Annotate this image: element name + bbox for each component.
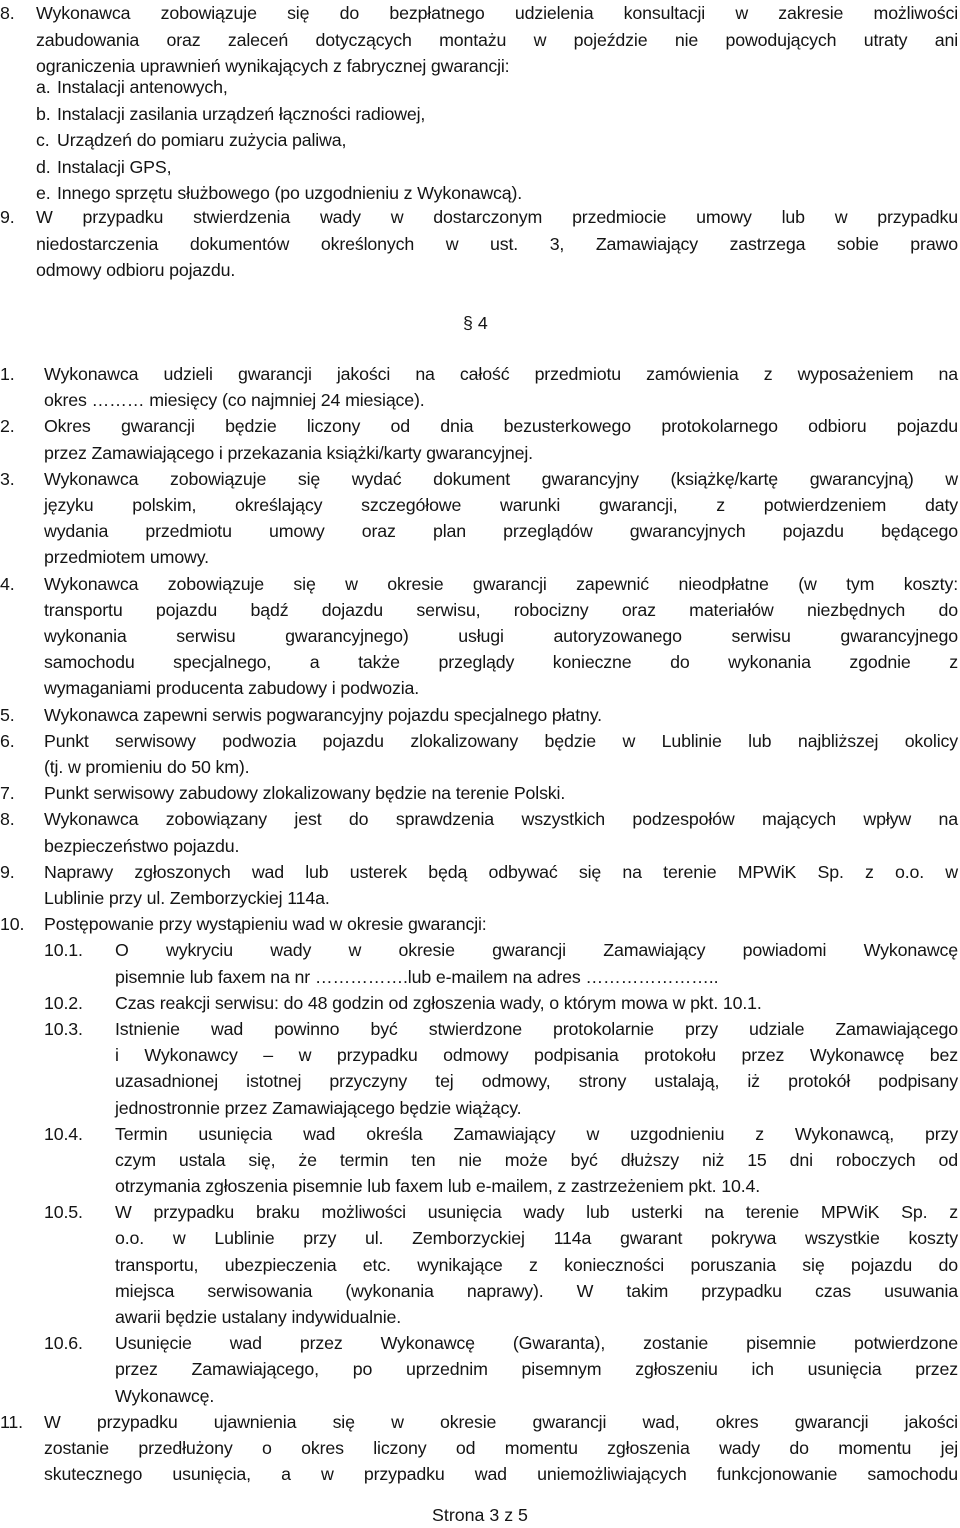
item-text-line: niedostarczenia dokumentów określonych w ust. 3, Zamawiający zastrzega sobie prawo xyxy=(36,233,958,254)
sublist-item xyxy=(36,74,936,101)
list-item xyxy=(0,806,958,858)
item-text-line: skutecznego usunięcia, a w przypadku wad uniemożliwiających funkcjonowanie samochodu xyxy=(44,1464,958,1485)
list-item xyxy=(0,571,958,702)
list-item xyxy=(0,728,958,780)
item-text-line: Lublinie przy ul. Zemborzyckiej 114a. xyxy=(44,887,330,908)
item-number: 2. xyxy=(0,416,15,437)
sub-item-text-line: otrzymania zgłoszenia pisemnie lub faxem lub e-mailem, z zastrzeżeniem pkt. 10.4. xyxy=(115,1176,761,1197)
sublist-text: Urządzeń do pomiaru zużycia paliwa, xyxy=(57,130,347,151)
sub-item-number: 10.2. xyxy=(44,992,83,1013)
item-text-line: W przypadku ujawnienia się w okresie gwarancji wad, okres gwarancji jakości xyxy=(44,1411,958,1432)
sub-item-text-line: Wykonawcę. xyxy=(115,1385,215,1406)
sub-item-number: 10.5. xyxy=(44,1202,83,1223)
item-number: 6. xyxy=(0,730,15,751)
item-text-line: Wykonawca zobowiązuje się do bezpłatnego udzielenia konsultacji w zakresie możliwości xyxy=(36,3,958,23)
item-text-line: Wykonawca zapewni serwis pogwarancyjny pojazdu specjalnego płatny. xyxy=(44,704,602,725)
item-text-line: ograniczenia uprawnień wynikających z fabrycznej gwarancji: xyxy=(36,56,510,76)
item-text-line: wymaganiami producenta zabudowy i podwozia. xyxy=(44,678,420,699)
item-number: 11. xyxy=(0,1411,23,1432)
list-item xyxy=(0,911,958,937)
sublist-item xyxy=(36,180,936,207)
item-text-line: W przypadku stwierdzenia wady w dostarczonym przedmiocie umowy lub w przypadku xyxy=(36,207,958,227)
sublist-text: Instalacji GPS, xyxy=(57,156,172,177)
item-text-line: przedmiotem umowy. xyxy=(44,547,209,568)
item-text-line: Punkt serwisowy zabudowy zlokalizowany będzie na terenie Polski. xyxy=(44,783,566,804)
item-number: 10. xyxy=(0,914,25,935)
list-item xyxy=(0,413,958,465)
sub-list-item xyxy=(0,1199,958,1330)
item-text-line: Naprawy zgłoszonych wad lub usterek będą odbywać się na terenie MPWiK Sp. z o.o. w xyxy=(44,861,958,882)
sub-item-text-line: Czas reakcji serwisu: do 48 godzin od zgłoszenia wady, o którym mowa w pkt. 10.1. xyxy=(115,992,762,1013)
item-number: 1. xyxy=(0,364,15,384)
list-item xyxy=(0,780,958,806)
sub-item-text-line: transportu, ubezpieczenia etc. wynikające z konieczności poruszania się pojazdu do xyxy=(115,1254,958,1275)
sublist xyxy=(36,74,936,207)
list-item xyxy=(0,204,958,284)
sub-item-text-line: pisemnie lub faxem na nr …………….lub e-mailem na adres ………………….. xyxy=(115,966,719,987)
sub-item-text-line: czym ustala się, że termin ten nie może być dłuższy niż 15 dni roboczych od xyxy=(115,1149,958,1170)
sub-numbered-list xyxy=(0,937,958,1409)
item-text-line: Wykonawca udzieli gwarancji jakości na całość przedmiotu zamówienia z wyposażeniem na xyxy=(44,364,958,384)
sub-item-number: 10.1. xyxy=(44,940,83,961)
item-number: 4. xyxy=(0,573,15,594)
list-item xyxy=(0,702,958,728)
sublist-text: Instalacji antenowych, xyxy=(57,77,228,97)
sublist-item xyxy=(36,101,936,128)
item-text-line: transportu pojazdu bądź dojazdu serwisu, robocizny oraz materiałów niezbędnych do xyxy=(44,599,958,620)
item-text-line: Okres gwarancji będzie liczony od dnia bezusterkowego protokolarnego odbioru pojazdu xyxy=(44,416,958,437)
sublist-letter: d. xyxy=(36,156,51,177)
sub-item-text-line: jednostronnie przez Zamawiającego będzie wiążący. xyxy=(115,1097,522,1118)
list-item xyxy=(0,361,958,413)
sub-item-text-line: awarii będzie ustalany indywidualnie. xyxy=(115,1307,402,1328)
sub-list-item xyxy=(0,1330,958,1409)
sub-item-text-line: uzasadnionej istotnej przyczyny tej odmowy, strony ustalają, iż protokół podpisany xyxy=(115,1071,958,1092)
sub-list-item xyxy=(0,990,958,1016)
numbered-list xyxy=(0,361,958,1487)
sublist-letter: b. xyxy=(36,103,51,124)
sublist-item xyxy=(36,154,936,181)
item-text-line: zabudowania oraz zaleceń dotyczących montażu w pojeździe nie powodujących utraty ani xyxy=(36,29,958,50)
sub-item-text-line: O wykryciu wady w okresie gwarancji Zamawiający powiadomi Wykonawcę xyxy=(115,940,958,961)
list-item xyxy=(0,0,958,80)
sub-item-text-line: Usunięcie wad przez Wykonawcę (Gwaranta), zostanie pisemnie potwierdzone xyxy=(115,1333,958,1354)
item-text-line: okres ……… miesięcy (co najmniej 24 miesiące). xyxy=(44,390,425,411)
item-number: 7. xyxy=(0,783,15,804)
sub-item-text-line: Istnienie wad powinno być stwierdzone protokolarnie przy udziale Zamawiającego xyxy=(115,1018,958,1039)
page-footer: Strona 3 z 5 xyxy=(432,1505,528,1525)
item-text-line: odmowy odbioru pojazdu. xyxy=(36,260,236,280)
item-text-line: Wykonawca zobowiązany jest do sprawdzenia wszystkich podzespołów mających wpływ na xyxy=(44,809,958,830)
item-text-line: (tj. w promieniu do 50 km). xyxy=(44,756,250,777)
item-text-line: samochodu specjalnego, a także przeglądy konieczne do wykonania zgodnie z xyxy=(44,652,958,673)
item-number: 8. xyxy=(0,809,15,830)
item-text-line: Postępowanie przy wystąpieniu wad w okresie gwarancji: xyxy=(44,914,487,935)
item-text-line: wykonania serwisu gwarancyjnego) usługi autoryzowanego serwisu gwarancyjnego xyxy=(44,625,958,646)
sublist-letter: a. xyxy=(36,77,51,97)
sub-list-item xyxy=(0,1016,958,1121)
sublist-letter: c. xyxy=(36,130,50,151)
item-number: 8. xyxy=(0,3,15,23)
sub-item-text-line: miejsca serwisowania (wykonania naprawy). W takim przypadku czas usuwania xyxy=(115,1280,958,1301)
item-number: 5. xyxy=(0,704,15,725)
list-item xyxy=(0,466,958,571)
item-number: 9. xyxy=(0,861,15,882)
item-text-line: wydania przedmiotu umowy oraz plan przeglądów gwarancyjnych pojazdu będącego xyxy=(44,521,958,542)
sub-item-number: 10.4. xyxy=(44,1123,83,1144)
item-text-line: przez Zamawiającego i przekazania książki/karty gwarancyjnej. xyxy=(44,442,533,463)
sub-item-text-line: W przypadku braku możliwości usunięcia wady lub usterki na terenie MPWiK Sp. z xyxy=(115,1202,958,1223)
sublist-item xyxy=(36,127,936,154)
item-text-line: Wykonawca zobowiązuje się wydać dokument gwarancyjny (książkę/kartę gwarancyjną) w xyxy=(44,468,958,489)
item-number: 3. xyxy=(0,468,15,489)
item-text-line: Wykonawca zobowiązuje się w okresie gwarancji zapewnić nieodpłatne (w tym koszty: xyxy=(44,573,958,594)
sub-item-text-line: o.o. w Lublinie przy ul. Zemborzyckiej 114a gwarant pokrywa wszystkie koszty xyxy=(115,1228,958,1249)
item-text-line: bezpieczeństwo pojazdu. xyxy=(44,835,240,856)
list-item xyxy=(0,1409,958,1488)
sub-item-number: 10.6. xyxy=(44,1333,83,1354)
sub-item-text-line: Termin usunięcia wad określa Zamawiający w uzgodnieniu z Wykonawcą, przy xyxy=(115,1123,958,1144)
sublist-letter: e. xyxy=(36,183,51,204)
sub-list-item xyxy=(0,937,958,989)
sub-list-item xyxy=(0,1121,958,1200)
sublist-text: Innego sprzętu służbowego (po uzgodnieniu z Wykonawcą). xyxy=(57,183,523,204)
sub-item-text-line: i Wykonawcy – w przypadku odmowy podpisania protokołu przez Wykonawcę bez xyxy=(115,1045,958,1066)
sub-item-number: 10.3. xyxy=(44,1018,83,1039)
sublist-text: Instalacji zasilania urządzeń łączności radiowej, xyxy=(57,103,426,124)
item-text-line: zostanie przedłużony o okres liczony od momentu zgłoszenia wady do momentu jej xyxy=(44,1438,958,1459)
sub-item-text-line: przez Zamawiającego, po uprzednim pisemnym zgłoszeniu ich usunięcia przez xyxy=(115,1359,958,1380)
section-heading: § 4 xyxy=(463,313,488,333)
list-item xyxy=(0,859,958,911)
item-number: 9. xyxy=(0,207,15,227)
item-text-line: języku polskim, określający szczegółowe warunki gwarancji, z potwierdzeniem daty xyxy=(44,494,958,515)
item-text-line: Punkt serwisowy podwozia pojazdu zlokalizowany będzie w Lublinie lub najbliższej okolicy xyxy=(44,730,958,751)
